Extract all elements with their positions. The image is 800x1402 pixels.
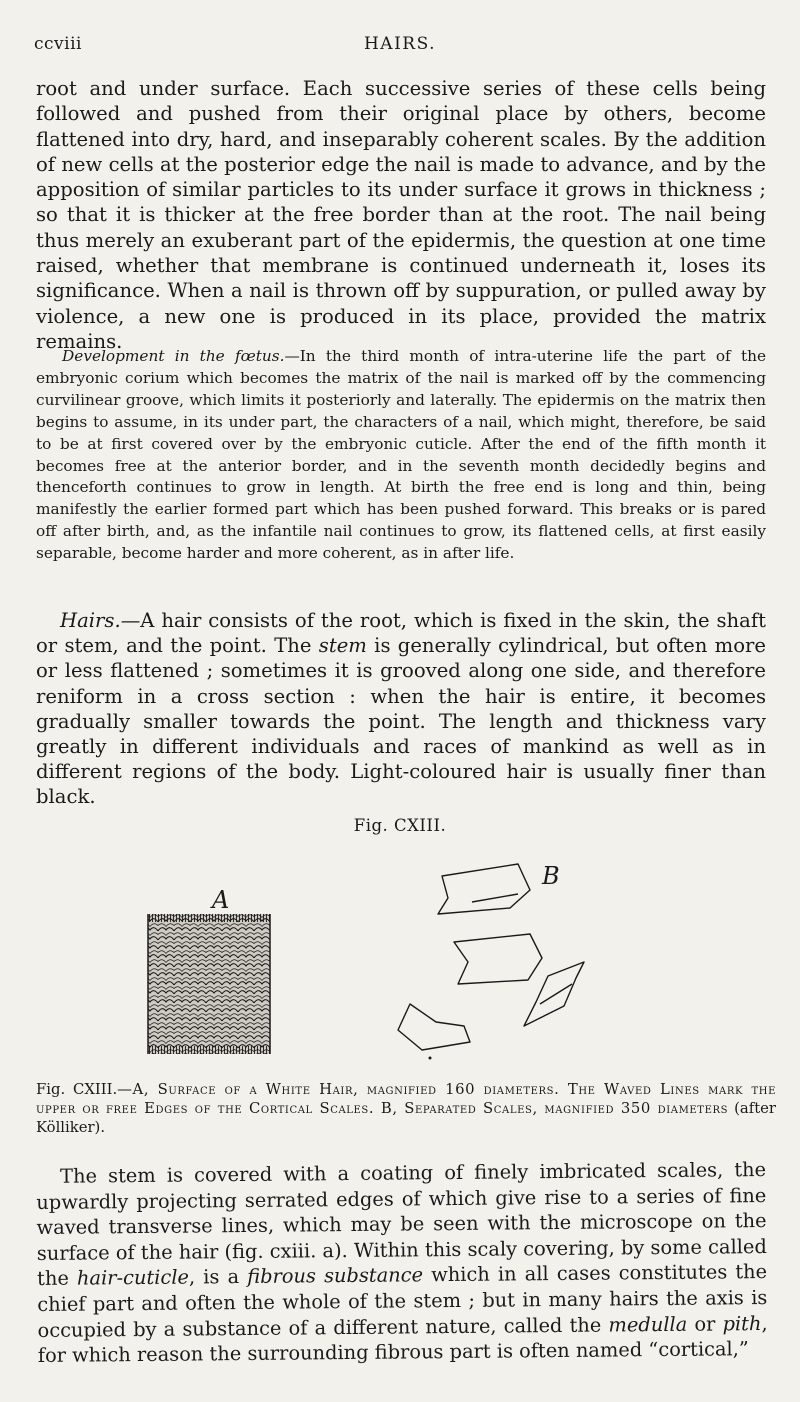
page-header <box>34 34 766 58</box>
running-title: HAIRS. <box>363 34 437 54</box>
figure-label: Fig. CXIII. <box>353 816 447 835</box>
term-fibrous-substance: fibrous substance <box>247 1263 424 1289</box>
paragraph-text: —A hair consists of the root, which is fixed in the skin, the shaft or stem, and the point. The <box>36 609 766 658</box>
caption-lead: Fig. CXIII. <box>36 1081 118 1098</box>
term-hair-cuticle: hair-cuticle <box>76 1265 190 1290</box>
figure-b-letter: B <box>542 862 560 890</box>
paragraph-text: root and under surface. Each successive series of these cells being followed and pushed from their original place by others, become flattened into dry, hard, and inseparably coherent scales. By the addition of new cells at the posterior edge the nail is made to advance, and by the apposition of similar particles to its under surface it grows in thickness ; so that it is thicker at the free border than at the root. The nail being thus merely an exuberant part of the epidermis, the question at one time raised, whether that membrane is continued underneath it, loses its significance. When a nail is thrown off by suppuration, or pulled away by violence, a new one is produced in its place, provided the matrix remains. <box>36 77 766 353</box>
figure-a-hair-surface <box>142 888 274 1060</box>
paragraph-nail-growth <box>36 76 766 354</box>
paragraph-development-foetus <box>36 346 766 565</box>
paragraph-text: , for which reason the surrounding fibrous part is often named “cortical,” <box>37 1311 768 1368</box>
figure-a-letter: A <box>212 888 230 914</box>
paragraph-text: —In the third month of intra-uterine life the part of the embryonic corium which becomes the matrix of the nail is marked off by the commencing curvilinear groove, which limits it posteriorly and laterally. The epidermis on the matrix then begins to assume, in its under part, the characters of a nail, which might, therefore, be said to be at first covered over by the embryonic cuticle. After the end of the fifth month it becomes free at the anterior border, and in the seventh month decidedly begins and thenceforth continues to grow in length. At birth the free end is long and thin, being manifestly the earlier formed part which has been pushed forward. This breaks or is pared off after birth, and, as the infantile nail continues to grow, its flattened cells, at first easily separable, become harder and more coherent, as in after life. <box>36 347 766 563</box>
paragraph-hairs <box>36 608 766 810</box>
term-pith: pith <box>722 1311 762 1335</box>
figure-b-separated-scales <box>380 854 610 1064</box>
figure-caption <box>36 1080 776 1138</box>
paragraph-text: which in all cases constitutes the chief part and often the whole of the stem ; but in many hairs the axis is occupied by a substance of a different nature, called the <box>37 1260 768 1342</box>
caption-text: —A, Surface of a White Hair, magnified 160 diameters. The Waved Lines mark the upper or free Edges of the Cortical Scales. B, Separated Scales, magnified 350 diameters <box>36 1081 776 1118</box>
page-number: ccviii <box>34 34 82 54</box>
paragraph-text: is generally cylindrical, but often more or less flattened ; sometimes it is grooved along one side, and therefore reniform in a cross section : when the hair is entire, it becomes gradually smaller towards the point. The length and thickness vary greatly in different individuals and races of mankind as well as in different regions of the body. Light-coloured hair is usually finer than black. <box>36 634 766 809</box>
paragraph-text: The stem is covered with a coating of finely imbricated scales, the upwardly projecting serrated edges of which give rise to a series of fine waved transverse lines, which may be seen with the microscope on the surface of the hair (fig. cxiii. a). Within this scaly covering, by some called the <box>36 1157 767 1291</box>
paragraph-text: or <box>687 1311 723 1336</box>
section-lead: Development in the fœtus. <box>62 347 285 365</box>
paragraph-hair-stem <box>36 1157 768 1369</box>
term-medulla: medulla <box>608 1312 688 1337</box>
section-lead: Hairs. <box>60 609 121 632</box>
caption-credit: (after Kölliker). <box>36 1100 776 1137</box>
emphasis-stem: stem <box>318 634 367 658</box>
paragraph-text: , is a <box>188 1265 248 1289</box>
